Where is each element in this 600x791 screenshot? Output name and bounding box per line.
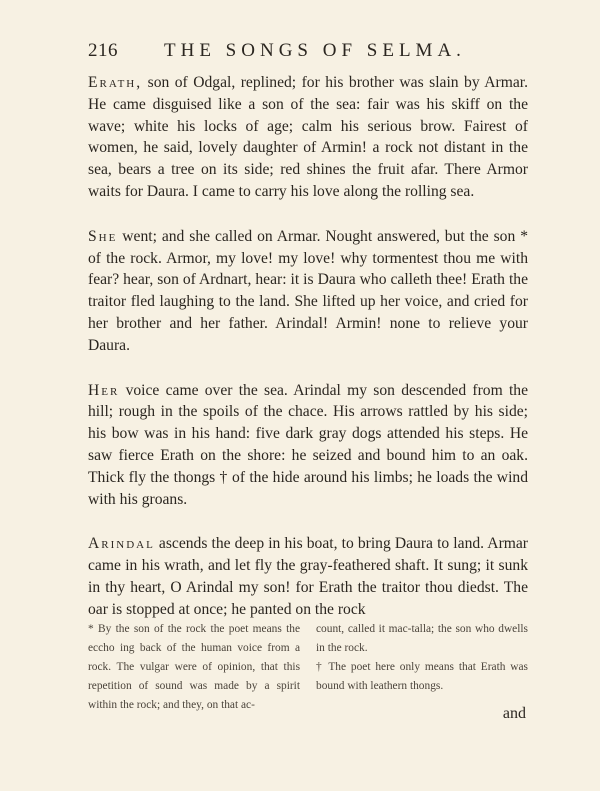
paragraph-4: [88, 533, 528, 620]
paragraph-lead: She: [88, 227, 118, 245]
footnote-dagger: † The poet here only means that Erath was bound with leathern thongs.: [316, 661, 528, 692]
running-title: THE SONGS OF SELMA.: [164, 40, 466, 61]
paragraph-lead: Arindal: [88, 535, 155, 553]
paragraph-text: ascends the deep in his boat, to bring Daura to land. Armar came in his wrath, and let fly the gray-feathered shaft. It sung; it sunk in thy heart, O Arindal my son! for Erath the traitor thou diedst. The oar is stopped at once; he panted on the rock: [88, 535, 528, 618]
paragraph-text: son of Odgal, replined; for his brother was slain by Armar. He came disguised like a son of the sea: fair was his skiff on the wave; white his locks of age; calm his serious brow. Fairest of women, he said, lovely daughter of Armin! a rock not distant in the sea, bears a tree on its side; red shines the fruit afar. There Armor waits for Daura. I came to carry his love along the rolling sea.: [88, 74, 528, 200]
paragraph-1: [88, 72, 528, 203]
paragraph-text: voice came over the sea. Arindal my son descended from the hill; rough in the spoils of the chace. His arrows rattled by his side; his bow was in his hand: five dark gray dogs attended his steps. He saw fierce Erath on the shore: he seized and bound him to an oak. Thick fly the thongs † of the hide around his limbs; he loads the wind with his groans.: [88, 381, 528, 508]
paragraph-2: [88, 226, 528, 357]
paragraph-text: went; and she called on Armar. Nought answered, but the son * of the rock. Armor, my love! my love! why tormentest thou me with fear? hear, son of Ardnart, hear: it is Daura who calleth thee! Erath the traitor fled laughing to the land. She lifted up her voice, and cried for her brother and her father. Arindal! Armin! none to relieve your Daura.: [88, 227, 528, 354]
paragraph-lead: Erath,: [88, 74, 143, 91]
footnote-column-right: [316, 620, 528, 715]
catchword: and: [502, 705, 526, 722]
main-text: [88, 72, 528, 644]
footnote-column-left: [88, 620, 300, 715]
paragraph-3: [88, 380, 528, 511]
footnote-star-continued: count, called it mac-talla; the son who dwells in the rock.: [316, 623, 528, 654]
paragraph-lead: Her: [88, 381, 120, 399]
footnotes: [88, 620, 528, 715]
page-number: 216: [88, 40, 118, 61]
footnote-star: * By the son of the rock the poet means the eccho ing back of the human voice from a rock. The vulgar were of opinion, that this repetition of sound was made by a spirit within the rock; and they, on that ac-: [88, 623, 300, 711]
